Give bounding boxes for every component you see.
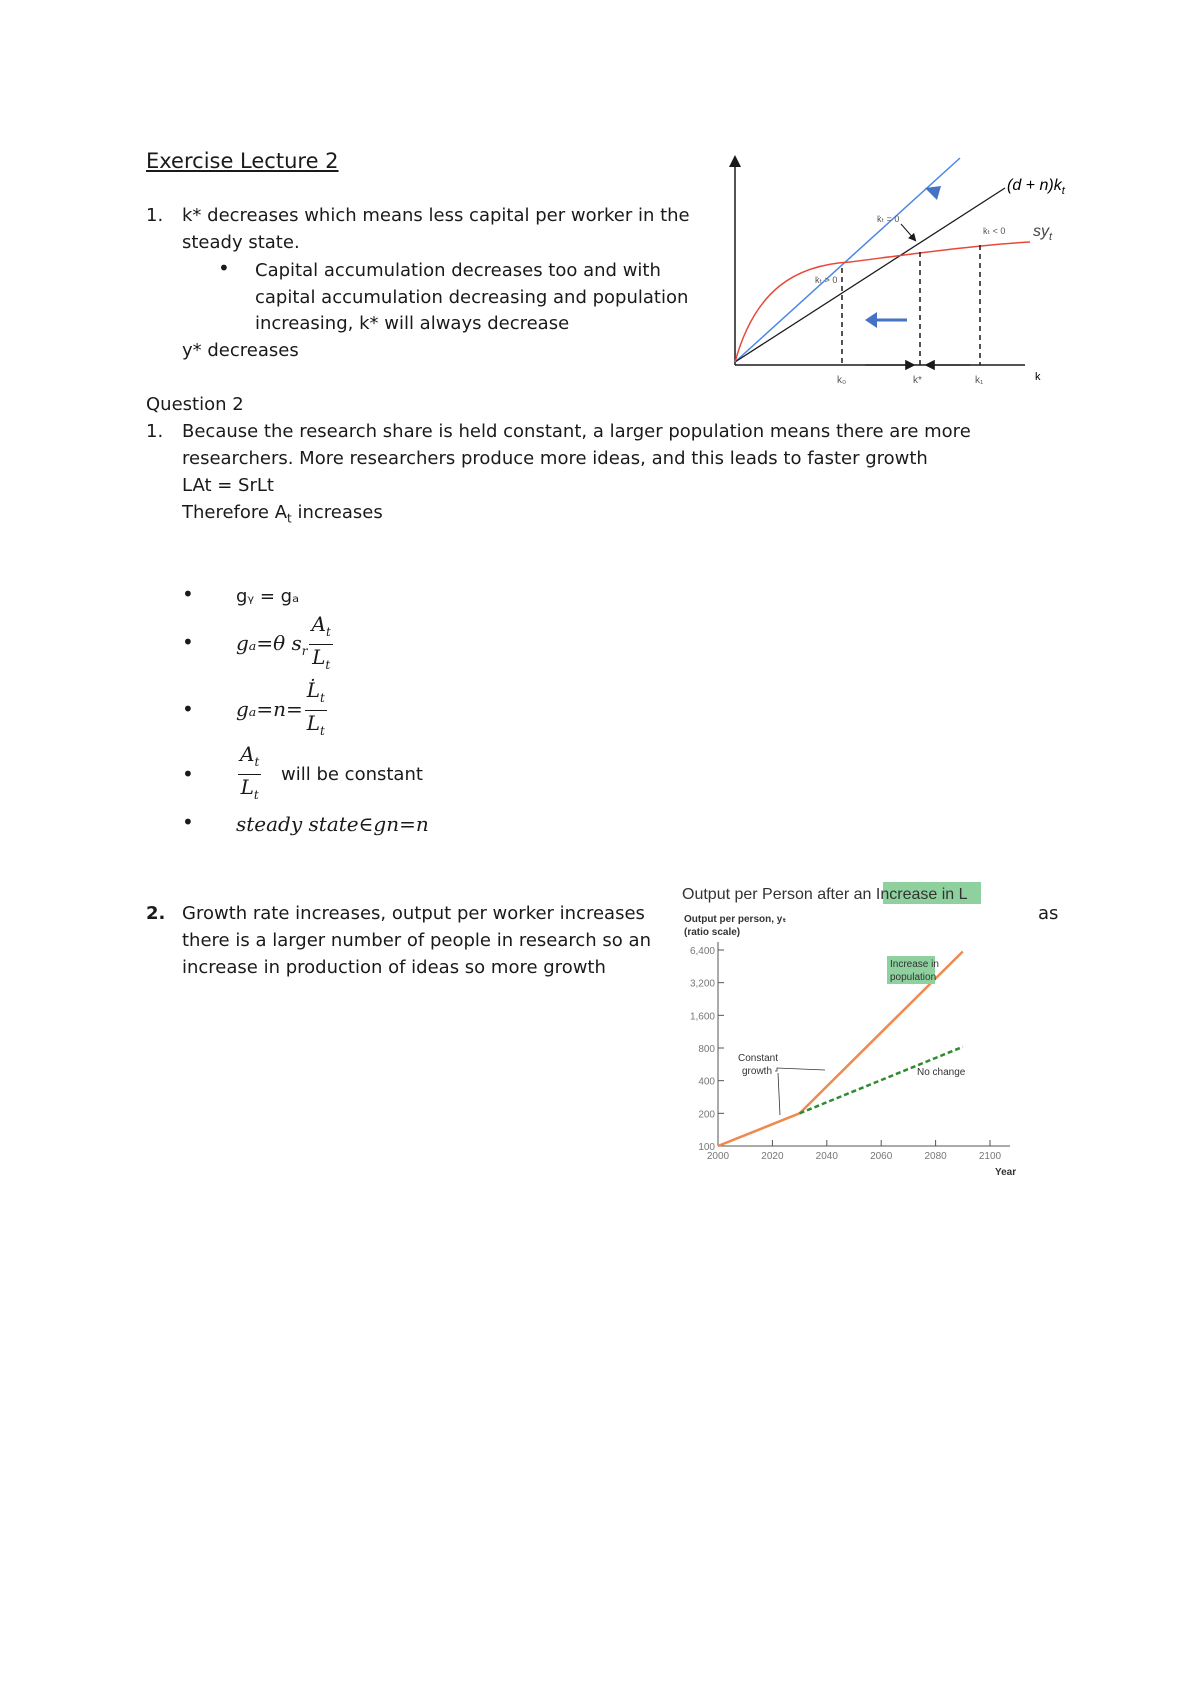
- y-tick-label: 6,400: [689, 946, 715, 957]
- annotation-constant-2: growth: [742, 1066, 773, 1077]
- output-per-person-chart: [680, 880, 1025, 1180]
- formula-ga-n: gₐ=n= $\frac{L̇_t}{L_t}$: [236, 678, 325, 738]
- kdot-neg-label: k̇ₜ < 0: [983, 226, 1006, 236]
- k0-tick: k₀: [837, 375, 847, 385]
- blue-arrow-icon: [925, 186, 941, 200]
- page-title: Exercise Lecture 2: [146, 149, 339, 173]
- y-axis-label-2: (ratio scale): [684, 927, 741, 938]
- x-tick-label: 2080: [924, 1151, 947, 1162]
- bullet-icon: •: [182, 630, 194, 654]
- q3-number: 2.: [146, 903, 166, 924]
- q2-line4: Therefore $A_t$ increases: [182, 502, 383, 526]
- blue-left-arrow-icon: [865, 312, 877, 328]
- q2-number: 1.: [146, 421, 164, 442]
- x-tick-label: 2000: [706, 1151, 730, 1162]
- x-tick-label: 2020: [761, 1151, 784, 1162]
- y-tick-label: 800: [698, 1044, 715, 1055]
- y-tick-label: 1,600: [689, 1011, 715, 1023]
- k-axis-label: k: [1035, 371, 1041, 383]
- k1-tick: k₁: [975, 375, 984, 385]
- q3-line1: Growth rate increases, output per worker increases: [182, 903, 645, 924]
- q1-bullet-line-c: increasing, k* will always decrease: [255, 313, 570, 334]
- chart-title: Output per Person after an Increase in L: [682, 886, 968, 903]
- bullet-icon: •: [182, 697, 194, 721]
- q3-line1-tail: as: [1038, 903, 1059, 924]
- series-line-no-change: [800, 1047, 963, 1113]
- annotation-increase-2: population: [890, 972, 937, 983]
- x-tick-label: 2060: [870, 1151, 893, 1162]
- depreciation-line: [735, 188, 1005, 362]
- annotation-constant-1: Constant: [738, 1053, 779, 1064]
- q1-line1: k* decreases which means less capital per worker in the: [182, 205, 690, 226]
- bullet-icon: •: [218, 256, 230, 280]
- annotation-no-change: No change: [917, 1067, 966, 1078]
- constant-pointer-2: [778, 1073, 780, 1115]
- savings-curve: [735, 242, 1030, 362]
- bullet-icon: •: [182, 762, 194, 786]
- kstar-tick: k*: [913, 375, 922, 385]
- y-tick-label: 400: [698, 1076, 715, 1088]
- solow-diagram: [725, 150, 1095, 385]
- q2-line1: Because the research share is held constant, a larger population means there are more: [182, 421, 971, 442]
- q1-number: 1.: [146, 205, 164, 226]
- bullet-icon: •: [182, 810, 194, 834]
- constant-pointer-1: [775, 1068, 825, 1071]
- q2-line3: LAt = SrLt: [182, 475, 274, 496]
- formula-a-over-l: $\frac{A_t}{L_t}$ will be constant: [240, 742, 423, 802]
- kdot-zero-pointer: [901, 224, 915, 240]
- question2-heading: Question 2: [146, 394, 244, 415]
- y-tick-label: 3,200: [689, 978, 715, 990]
- bullet-icon: •: [182, 582, 194, 606]
- q1-line3: y* decreases: [182, 340, 299, 361]
- kdot-zero-label: k̇ₜ = 0: [877, 214, 900, 224]
- annotation-increase-1: Increase in: [890, 959, 939, 970]
- formula-steady-state: steady state∈gn=n: [236, 812, 429, 836]
- x-axis-label: Year: [995, 1167, 1017, 1178]
- q1-bullet-line-a: Capital accumulation decreases too and with: [255, 260, 661, 281]
- formula-gy-ga: gᵧ = gₐ: [236, 586, 300, 607]
- x-tick-label: 2040: [815, 1151, 838, 1162]
- y-tick-label: 100: [698, 1142, 715, 1153]
- q1-bullet-line-b: capital accumulation decreasing and population: [255, 287, 689, 308]
- q2-line2: researchers. More researchers produce more ideas, and this leads to faster growth: [182, 448, 928, 469]
- x-tick-label: 2100: [978, 1151, 1002, 1162]
- depreciation-label: $(d + n)k_t$: [1007, 177, 1065, 197]
- q3-line2: there is a larger number of people in research so an: [182, 930, 651, 951]
- y-tick-label: 200: [698, 1109, 715, 1121]
- y-axis-label: Output per person, yₜ: [684, 914, 787, 925]
- kdot-pos-label: k̇ₜ > 0: [815, 275, 838, 285]
- savings-label: $sy_t$: [1033, 223, 1053, 243]
- formula-ga-theta: gₐ=θ $s_r$ $\frac{A_t}{L_t}$: [236, 612, 331, 672]
- q1-line2: steady state.: [182, 232, 300, 253]
- q3-line3: increase in production of ideas so more growth: [182, 957, 606, 978]
